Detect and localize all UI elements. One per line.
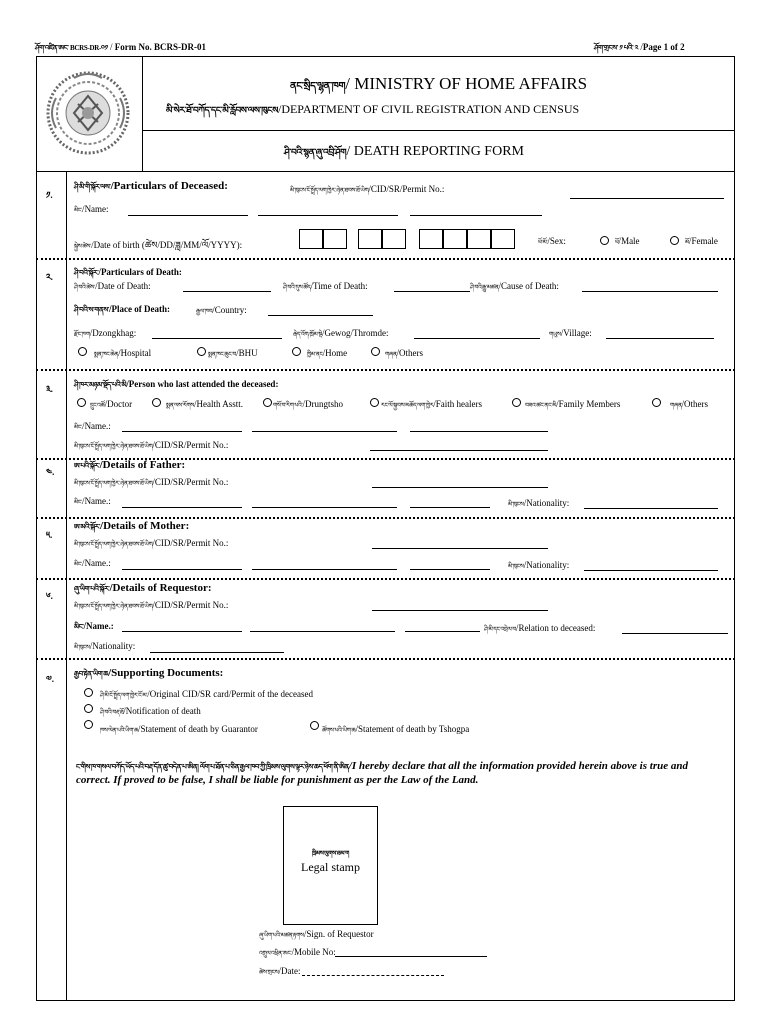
attendant-drungtsho-label: གསོ་བ་རིག་པའི་/Drungtsho [273,399,343,409]
village-field[interactable] [606,338,714,339]
ministry-title: ནང་སྲིད་ལྷན་ཁག/ MINISTRY OF HOME AFFAIRS [290,74,588,93]
attendant-cid-field[interactable] [370,450,548,451]
bhutan-emblem [44,68,132,158]
attendant-drungtsho-radio[interactable] [263,398,272,407]
sex-male-label: ཕོ/Male [615,236,640,246]
attendant-family-radio[interactable] [512,398,521,407]
father-cid-field[interactable] [372,487,548,488]
requestor-cid-label: མི་ཁུངས་ངོ་སྤྲོད་ལག་ཁྱེར་/ཉེན་ཐབས་ཐོ་ཡིག/CID/SR/Permit No.: [74,600,229,610]
mother-name-label: མིང་/Name.: [74,558,111,568]
ministry-title-dz: ནང་སྲིད་ལྷན་ཁག [290,81,346,92]
attendant-cid-label: མི་ཁུངས་ངོ་སྤྲོད་ལག་ཁྱེར་/ཉེན་ཐབས་ཐོ་ཡིག/CID/SR/Permit No.: [74,440,229,450]
country-field[interactable] [268,315,373,316]
form-number-en: Form No. BCRS-DR-01 [114,42,206,52]
form-title: ཤི་བའི་སྙན་ཞུ་འབྲི་ཤོག/ DEATH REPORTING FORM [284,144,524,159]
section-6-number: ༦. [46,591,53,601]
death-place-label: ཤི་བའི་ས་གནས་/Place of Death: [74,304,170,314]
doc-notification-checkbox[interactable] [84,704,93,713]
form-title-dz: ཤི་བའི་སྙན་ཞུ་འབྲི་ཤོག [284,147,347,157]
section-3-number: ༣. [46,384,53,394]
doc-cid-checkbox[interactable] [84,688,93,697]
department-title-dz: མི་སེར་ཐོ་བཀོད་དང་མི་རློབས་ལས་ཁུངས [166,105,278,115]
attendant-name-field-1[interactable] [122,431,242,432]
place-home-radio[interactable] [292,347,301,356]
sex-female-radio[interactable] [670,236,679,245]
doc-cid-label: ཤི་མི་ངོ་སྤྲོད་ལག་ཁྱེར་ངོ་མ་/Original CID/SR card/Permit of the deceased [100,689,313,699]
section-7-number: ༧. [46,674,55,684]
death-date-field[interactable] [183,291,271,292]
mother-name-field-2[interactable] [252,569,397,570]
father-name-field-3[interactable] [410,507,490,508]
father-name-label: མིང་/Name.: [74,496,111,506]
sex-female-label: མོ/Female [685,236,718,246]
attendant-name-label: མིང་/Name.: [74,421,111,431]
mother-name-field-3[interactable] [410,569,490,570]
village-label: གཡུས/Village: [549,328,592,338]
section-3-title: ཤི་ཁར་མཉམ་སྡོད་པའི་མི/Person who last attended the deceased: [74,379,279,389]
section-2-number: ༢. [46,272,53,282]
place-hospital-radio[interactable] [78,347,87,356]
legal-stamp-dz: ཁྲིམས་ལུགས་ཐམ་ག [311,851,350,857]
legal-stamp-label: Legal stamp [301,860,360,874]
mother-name-field-1[interactable] [122,569,242,570]
form-number-dz: ཤོག་འཛིན་ཨང་ BCRS-DR-༠༡ [35,44,108,52]
form-title-en: DEATH REPORTING FORM [353,144,524,159]
page-number-en: Page 1 of 2 [642,42,685,52]
father-cid-label: མི་ཁུངས་ངོ་སྤྲོད་ལག་ཁྱེར་/ཉེན་ཐབས་ཐོ་ཡིག/CID/SR/Permit No.: [74,477,229,487]
mother-nationality-field[interactable] [584,570,718,571]
deceased-name-field-3[interactable] [410,215,542,216]
section-1-title: ཤི་མི་གི་སྐོར་ལས་/Particulars of Deceased: [74,180,228,192]
requestor-name-field-1[interactable] [122,631,242,632]
section-5-number: ༥. [46,530,53,540]
mobile-label: འགྲུལ་འཕྲིན་ཨང་/Mobile No: [259,947,336,957]
place-home-label: ཁྱིམ་ནང/Home [307,348,348,358]
doc-guarantor-checkbox[interactable] [84,720,93,729]
requestor-cid-field[interactable] [372,610,548,611]
deceased-name-field-2[interactable] [258,215,398,216]
death-time-label: ཤི་བའི་དུས་ཚོད/Time of Death: [283,281,368,291]
relation-label: ཤི་མི་དང་འབྲེལ་བ/Relation to deceased: [484,623,596,633]
attendant-faith-label: རང་ལོ་སྐྱབས་མཆོད་ལག་ཁྱེར/Faith healers [381,399,483,409]
place-hospital-label: སྨན་ཁང་ཆེན/Hospital [94,348,152,358]
section-1-number: ༡. [46,190,53,200]
deceased-cid-field[interactable] [570,198,724,199]
deceased-name-field-1[interactable] [128,215,248,216]
doc-notification-label: ཤི་བའི་བརྡ་ཐོ/Notification of death [100,706,201,716]
attendant-health-radio[interactable] [152,398,161,407]
section-divider-6 [36,658,735,660]
section-divider-2 [36,369,735,371]
dzongkhag-label: རྫོང་ཁག/Dzongkhag: [74,328,137,338]
page-number: ཤོག་གྲངས་ ༡ པའི་ ༢ /Page 1 of 2 [594,42,685,52]
section-4-number: ༤. [46,467,55,477]
place-others-label: གཞན/Others [385,348,424,358]
declaration: ང་གིས་ཁ་གསལ་བཀོད་ཡོད་པའི་བརྡ་དོན་ཚུ་བདེན་པ་ཨིན། ལོག་པ་ཐོན་པ་ཅིན་རྒྱལ་ཁབ་ཀྱི་ཁྲིམས་ལུགས་ལྟར་ཉེས་ཆད་ཕོག་ནི་ཨིན/I hereby declare that all the information provided herein above is true and correct. If proved to be false, I shall be liable for punishment as per the Law of the Land. [76,760,688,786]
attendant-name-field-2[interactable] [252,431,397,432]
department-title-en: DEPARTMENT OF CIVIL REGISTRATION AND CENSUS [281,102,580,116]
sex-male-radio[interactable] [600,236,609,245]
signature-label: ཞུ་ཡིག་པའི་མཚན་རྟགས/Sign. of Requestor [259,929,374,939]
section-divider-5 [36,578,735,580]
dob-label: སྐྱེས་ཚེས་/Date of birth (ཚེས/DD/ཟླ/MM/ལོ/YYYY): [74,240,243,250]
death-time-field[interactable] [394,291,470,292]
attendant-name-field-3[interactable] [410,431,548,432]
mother-cid-field[interactable] [372,548,548,549]
country-label: རྒྱལ་ཁབ/Country: [196,305,247,315]
death-cause-field[interactable] [582,291,718,292]
doc-tshogpa-checkbox[interactable] [310,721,319,730]
attendant-family-label: བཟའ་ཚང་ནང་མི/Family Members [525,399,621,409]
section-divider-1 [36,258,735,260]
legal-stamp-box [283,806,378,925]
dob-day-1[interactable] [299,229,323,249]
date-field[interactable] [302,975,444,976]
dob-year-1[interactable] [419,229,443,249]
requestor-name-label: མིང་/Name.: [74,621,114,631]
father-nationality-field[interactable] [584,508,718,509]
section-2-title: ཤི་བའི་སྐོར་/Particulars of Death: [74,267,182,277]
dob-month-1[interactable] [358,229,382,249]
mother-cid-label: མི་ཁུངས་ངོ་སྤྲོད་ལག་ཁྱེར་/ཉེན་ཐབས་ཐོ་ཡིག/CID/SR/Permit No.: [74,538,229,548]
section-7-title: རྒྱབ་རྟེན་ཡིག་ཆ/Supporting Documents: [74,667,224,679]
mother-nationality-label: མི་ཁུངས/Nationality: [508,560,570,570]
father-nationality-label: མི་ཁུངས/Nationality: [508,498,570,508]
death-cause-label: ཤི་བའི་རྒྱུ་མཚན/Cause of Death: [470,281,559,291]
attendant-faith-radio[interactable] [370,398,379,407]
deceased-cid-label: མི་ཁུངས་ངོ་སྤྲོད་ལག་ཁྱེར་/ཉེན་ཐབས་ཐོ་ཡིག/CID/SR/Permit No.: [290,184,445,194]
header-divider [36,171,735,172]
section-6-title: ཞུ་ཡིག་པའི་སྐོར་/Details of Requestor: [74,582,212,594]
sex-label: ཕོ་མོ་/Sex: [538,236,566,246]
ministry-title-en: MINISTRY OF HOME AFFAIRS [354,74,588,93]
page-number-dz: ཤོག་གྲངས་ ༡ པའི་ ༢ [594,44,639,52]
number-column-divider [66,171,67,1001]
death-date-label: ཤི་བའི་ཚེས་/Date of Death: [74,281,151,291]
dob-year-2[interactable] [443,229,467,249]
requestor-name-field-2[interactable] [250,631,395,632]
gewog-label: རྒེད་འོག/ཁྲོམ་སྡེ/Gewog/Thromde: [293,328,389,338]
requestor-name-field-3[interactable] [405,631,480,632]
doc-tshogpa-label: ཚོགས་པའི་ཡིག་ཆ/Statement of death by Tshogpa [322,724,470,734]
gewog-field[interactable] [414,338,540,339]
date-label: ཚེས་གྲངས/Date: [259,966,301,976]
dob-year-3[interactable] [467,229,491,249]
doc-guarantor-label: ཁས་ལེན་པའི་ཡིག་ཆ/Statement of death by Guarantor [100,724,258,734]
attendant-doctor-label: དྲུང་འཚོ/Doctor [90,399,133,409]
attendant-health-label: སྨན་ལས་རོགས/Health Asstt. [166,399,244,409]
place-bhu-radio[interactable] [197,347,206,356]
requestor-nationality-field[interactable] [150,652,284,653]
dob-day-2[interactable] [323,229,347,249]
section-5-title: ཨ་མའི་སྐོར་/Details of Mother: [74,520,190,532]
father-name-field-1[interactable] [122,507,242,508]
attendant-others-radio[interactable] [652,398,661,407]
attendant-others-label: གཞན/Others [670,399,709,409]
department-title: མི་སེར་ཐོ་བཀོད་དང་མི་རློབས་ལས་ཁུངས/DEPARTMENT OF CIVIL REGISTRATION AND CENSUS [166,102,580,116]
section-divider-4 [36,517,735,519]
mobile-field[interactable] [335,956,487,957]
dzongkhag-field[interactable] [152,338,282,339]
form-number: ཤོག་འཛིན་ཨང་ BCRS-DR-༠༡ / Form No. BCRS-DR-01 [35,42,206,52]
dob-year-4[interactable] [491,229,515,249]
place-bhu-label: སྨན་ཁང་ཆུང་བ/BHU [208,348,258,358]
emblem-divider [142,56,143,171]
attendant-doctor-radio[interactable] [77,398,86,407]
requestor-nationality-label: མི་ཁུངས/Nationality: [74,641,136,651]
declaration-dz: ང་གིས་ཁ་གསལ་བཀོད་ཡོད་པའི་བརྡ་དོན་ཚུ་བདེན་པ་ཨིན། ལོག་པ་ཐོན་པ་ཅིན་རྒྱལ་ཁབ་ཀྱི་ཁྲིམས་ལུགས་ལྟར་ཉེས་ཆད་ཕོག་ནི་ཨིན [76,763,349,771]
dob-month-2[interactable] [382,229,406,249]
declaration-en: I hereby declare that all the information provided herein above is true and correct. If proved to be false, I shall be liable for punishment as per the Law of the Land. [76,760,688,786]
title-divider [142,130,735,131]
deceased-name-label: མིང་/Name: [74,204,109,214]
section-4-title: ཨ་པའི་སྐོར་/Details of Father: [74,459,186,471]
relation-field[interactable] [622,633,728,634]
place-others-radio[interactable] [371,347,380,356]
father-name-field-2[interactable] [252,507,397,508]
